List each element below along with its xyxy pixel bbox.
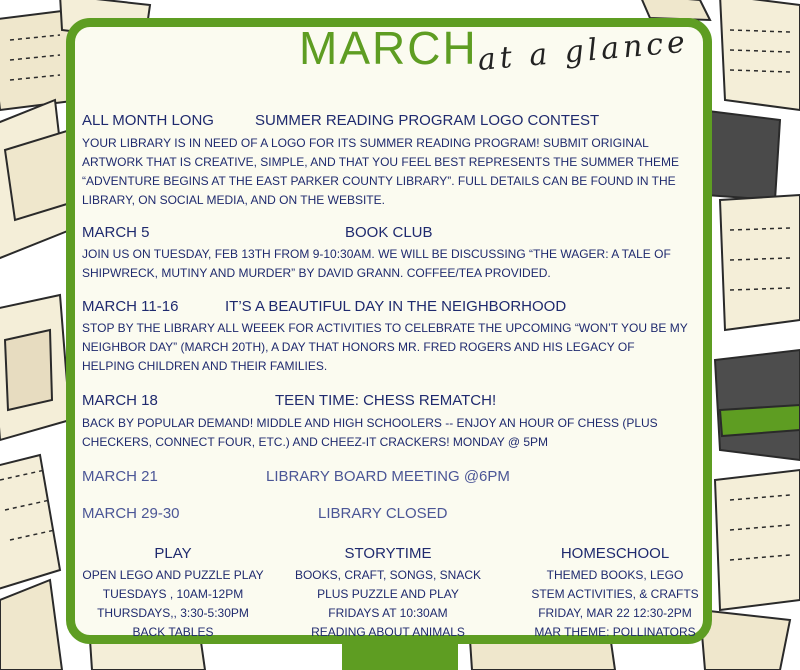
event-description bbox=[82, 245, 671, 283]
description-line: SHIPWRECK, MUTINY AND MURDER” BY DAVID GRANN. COFFEE/TEA PROVIDED. bbox=[82, 266, 551, 280]
event-description bbox=[82, 319, 688, 376]
column-line: STEM ACTIVITIES, & CRAFTS bbox=[531, 587, 699, 601]
description-line: CHECKERS, CONNECT FOUR, ETC.) AND CHEEZ-IT CRACKERS! MONDAY @ 5PM bbox=[82, 435, 549, 449]
column-line: FRIDAY, MAR 22 12:30-2PM bbox=[538, 606, 692, 620]
card-stand bbox=[342, 642, 458, 670]
event-date: MARCH 11-16 bbox=[82, 298, 179, 315]
event-date: MARCH 21 bbox=[82, 468, 158, 485]
play-column bbox=[78, 543, 268, 642]
event-description bbox=[82, 134, 679, 210]
column-line: THURSDAYS,, 3:30-5:30PM bbox=[97, 606, 249, 620]
description-line: “ADVENTURE BEGINS AT THE EAST PARKER COUNTY LIBRARY”. FULL DETAILS CAN BE FOUND IN THE bbox=[82, 174, 676, 188]
column-line: TUESDAYS , 10AM-12PM bbox=[102, 587, 244, 601]
column-line: PLUS PUZZLE AND PLAY bbox=[317, 587, 459, 601]
event-date: MARCH 5 bbox=[82, 224, 150, 241]
event-description bbox=[82, 414, 658, 452]
homeschool-column bbox=[520, 543, 710, 642]
column-line: FRIDAYS AT 10:30AM bbox=[328, 606, 448, 620]
column-line: READING ABOUT ANIMALS bbox=[311, 625, 465, 639]
description-line: YOUR LIBRARY IS IN NEED OF A LOGO FOR ITS SUMMER READING PROGRAM! SUBMIT ORIGINAL bbox=[82, 136, 649, 150]
event-title: SUMMER READING PROGRAM LOGO CONTEST bbox=[255, 112, 600, 129]
event-date: MARCH 18 bbox=[82, 392, 158, 409]
description-line: JOIN US ON TUESDAY, FEB 13TH FROM 9-10:30AM. WE WILL BE DISCUSSING “THE WAGER: A TALE OF bbox=[82, 247, 671, 261]
column-line: THEMED BOOKS, LEGO bbox=[546, 568, 684, 582]
column-heading: STORYTIME bbox=[344, 545, 432, 562]
column-heading: HOMESCHOOL bbox=[560, 545, 670, 562]
description-line: NEIGHBOR DAY” (MARCH 20TH), A DAY THAT HONORS MR. FRED ROGERS AND HIS LEGACY OF bbox=[82, 340, 635, 354]
event-title: IT’S A BEAUTIFUL DAY IN THE NEIGHBORHOOD bbox=[225, 298, 567, 315]
storytime-column bbox=[288, 543, 488, 642]
event-title: TEEN TIME: CHESS REMATCH! bbox=[275, 392, 497, 409]
description-line: STOP BY THE LIBRARY ALL WEEEK FOR ACTIVITIES TO CELEBRATE THE UPCOMING “WON’T YOU BE MY bbox=[82, 321, 688, 335]
event-title: LIBRARY CLOSED bbox=[318, 505, 448, 522]
description-line: LIBRARY, ON SOCIAL MEDIA, AND ON THE WEBSITE. bbox=[82, 193, 385, 207]
event-title: LIBRARY BOARD MEETING @6PM bbox=[266, 468, 510, 485]
column-line: OPEN LEGO AND PUZZLE PLAY bbox=[82, 568, 264, 582]
event-date: ALL MONTH LONG bbox=[82, 112, 214, 129]
description-line: BACK BY POPULAR DEMAND! MIDDLE AND HIGH SCHOOLERS -- ENJOY AN HOUR OF CHESS (PLUS bbox=[82, 416, 658, 430]
event-title: BOOK CLUB bbox=[345, 224, 433, 241]
description-line: HELPING CHILDREN AND THEIR FAMILIES. bbox=[82, 359, 328, 373]
page-subtitle: at a glance bbox=[476, 24, 691, 78]
column-line: MAR THEME: POLLINATORS bbox=[534, 625, 696, 639]
description-line: ARTWORK THAT IS CREATIVE, SIMPLE, AND THAT YOU FEEL BEST REPRESENTS THE SUMMER THEME bbox=[82, 155, 680, 169]
event-date: MARCH 29-30 bbox=[82, 505, 180, 522]
column-line: BACK TABLES bbox=[132, 625, 214, 639]
column-line: BOOKS, CRAFT, SONGS, SNACK bbox=[294, 568, 482, 582]
column-heading: PLAY bbox=[154, 545, 192, 562]
page-title: MARCH bbox=[299, 22, 478, 74]
